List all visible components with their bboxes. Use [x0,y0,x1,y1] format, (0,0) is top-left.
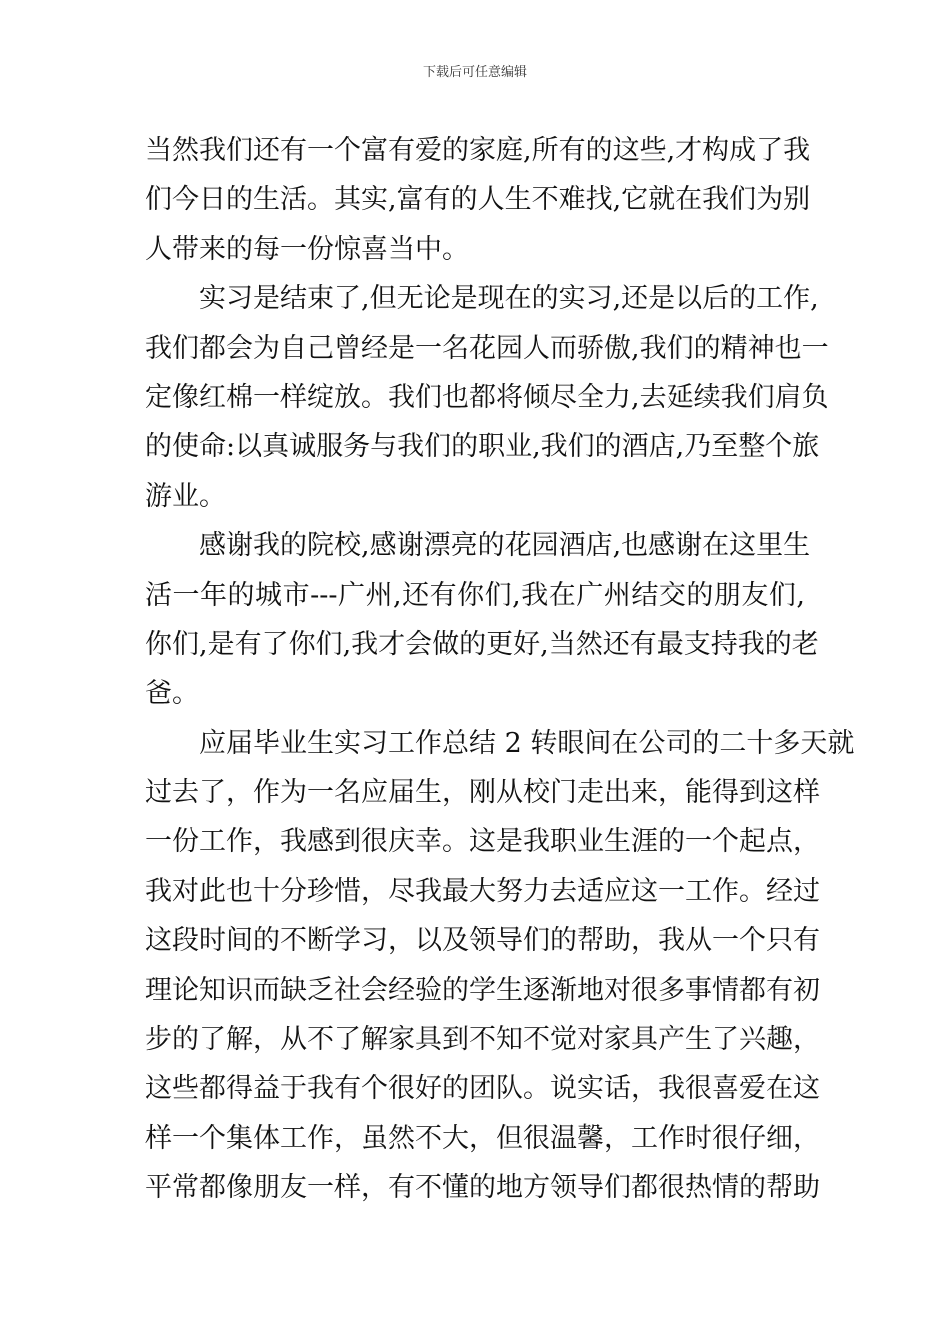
paragraph [145,521,819,719]
text-line: 当然我们还有一个富有爱的家庭,所有的这些,才构成了我 [145,135,811,166]
text-line: 爸。 [145,678,199,710]
text-line: 样一个集体工作，虽然不大，但很温馨，工作时很仔细， [145,1122,820,1154]
text-line: 们今日的生活。其实,富有的人生不难找,它就在我们为别 [145,184,811,216]
paragraph [145,126,811,274]
text-line: 平常都像朋友一样，有不懂的地方领导们都很热情的帮助 [145,1172,820,1204]
text-line: 这段时间的不断学习，以及领导们的帮助，我从一个只有 [145,925,820,957]
paragraph [145,274,829,521]
text-line: 实习是结束了,但无论是现在的实习,还是以后的工作, [199,283,819,315]
text-line: 我对此也十分珍惜，尽我最大努力去适应这一工作。经过 [145,875,820,907]
text-line: 你们,是有了你们,我才会做的更好,当然还有最支持我的老 [145,628,819,660]
paragraph [145,719,855,1213]
text-line: 理论知识而缺乏社会经验的学生逐渐地对很多事情都有初 [145,974,820,1006]
text-line: 我们都会为自己曾经是一名花园人而骄傲,我们的精神也一 [145,332,829,364]
text-line: 活一年的城市---广州,还有你们,我在广州结交的朋友们, [145,579,805,611]
text-line: 这些都得益于我有个很好的团队。说实话，我很喜爱在这 [145,1073,820,1105]
text-line: 定像红棉一样绽放。我们也都将倾尽全力,去延续我们肩负 [145,381,829,413]
text-line: 步的了解，从不了解家具到不知不觉对家具产生了兴趣， [145,1024,820,1056]
text-line: 感谢我的院校,感谢漂亮的花园酒店,也感谢在这里生 [199,530,811,562]
text-line: 应届毕业生实习工作总结 2 转眼间在公司的二十多天就 [199,727,855,759]
text-line: 一份工作，我感到很庆幸。这是我职业生涯的一个起点， [145,826,820,858]
text-line: 的使命:以真诚服务与我们的职业,我们的酒店,乃至整个旅 [145,431,820,463]
document-body [145,126,855,1213]
page-header: 下载后可任意编辑 [422,65,527,80]
text-line: 游业。 [145,480,226,512]
text-line: 过去了，作为一名应届生，刚从校门走出来，能得到这样 [145,777,820,809]
text-line: 人带来的每一份惊喜当中。 [145,233,469,265]
